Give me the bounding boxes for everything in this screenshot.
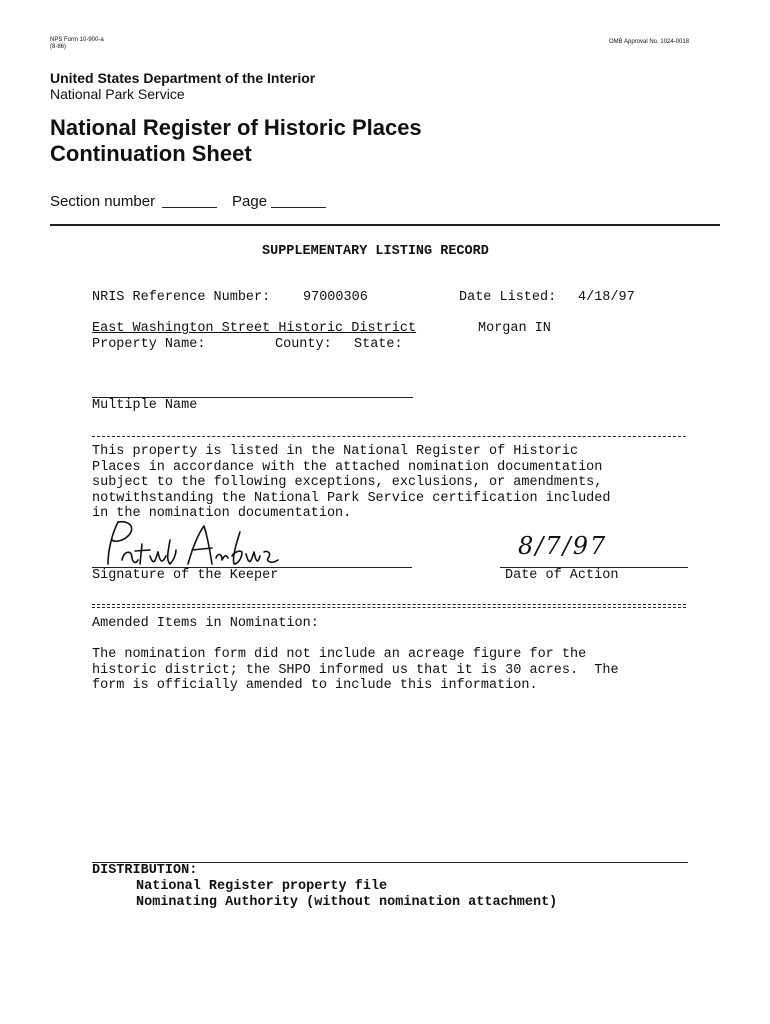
- statement-line-1: This property is listed in the National Register of Historic: [92, 444, 579, 459]
- omb-number: OMB Approval No. 1024-0018: [609, 39, 690, 45]
- service-name: National Park Service: [50, 86, 185, 102]
- distribution-item-1: National Register property file: [136, 879, 388, 894]
- date-of-action-label: Date of Action: [505, 568, 619, 583]
- distribution-item-2: Nominating Authority (without nomination attachment): [136, 895, 558, 910]
- page-subtitle: Continuation Sheet: [50, 141, 252, 166]
- department-name: United States Department of the Interior: [50, 70, 316, 86]
- nris-value: 97000306: [303, 290, 368, 305]
- amended-text-line-1: The nomination form did not include an acreage figure for the: [92, 647, 587, 662]
- state-label: State:: [354, 337, 403, 352]
- form-number: NPS Form 10-900-a: [50, 37, 104, 43]
- property-name-value: East Washington Street Historic District: [92, 321, 417, 336]
- double-separator-top: [92, 604, 686, 605]
- distribution-heading: DISTRIBUTION:: [92, 863, 198, 878]
- date-listed-value: 4/18/97: [578, 290, 635, 305]
- signature-label: Signature of the Keeper: [92, 568, 279, 583]
- nris-label: NRIS Reference Number:: [92, 290, 271, 305]
- date-listed-label: Date Listed:: [459, 290, 557, 305]
- statement-line-5: in the nomination documentation.: [92, 506, 352, 521]
- double-separator-bottom: [92, 607, 686, 608]
- statement-line-3: subject to the following exceptions, exclusions, or amendments,: [92, 475, 603, 490]
- multiple-name-label: Multiple Name: [92, 398, 198, 413]
- date-of-action-handwritten: 8/7/97: [518, 532, 608, 560]
- statement-line-4: notwithstanding the National Park Service certification included: [92, 490, 611, 506]
- page-title: National Register of Historic Places: [50, 115, 422, 140]
- county-label: County:: [275, 337, 332, 352]
- section-number-label: Section number: [50, 193, 156, 210]
- form-date: (8-86): [50, 44, 67, 50]
- dashed-separator: [92, 436, 686, 437]
- page-label: Page: [232, 193, 268, 210]
- county-state-value: Morgan IN: [478, 321, 551, 336]
- amended-heading: Amended Items in Nomination:: [92, 616, 319, 631]
- amended-text-line-3: form is officially amended to include this information.: [92, 678, 538, 693]
- section-number-line: [162, 207, 217, 208]
- supplementary-heading: SUPPLEMENTARY LISTING RECORD: [262, 244, 489, 259]
- keeper-signature: [100, 520, 290, 570]
- page-number-line: [271, 207, 326, 208]
- statement-line-2: Places in accordance with the attached nomination documentation: [92, 459, 603, 475]
- amended-text-line-2: historic district; the SHPO informed us that it is 30 acres. The: [92, 662, 619, 678]
- property-name-label: Property Name:: [92, 337, 206, 352]
- header-rule: [50, 224, 720, 226]
